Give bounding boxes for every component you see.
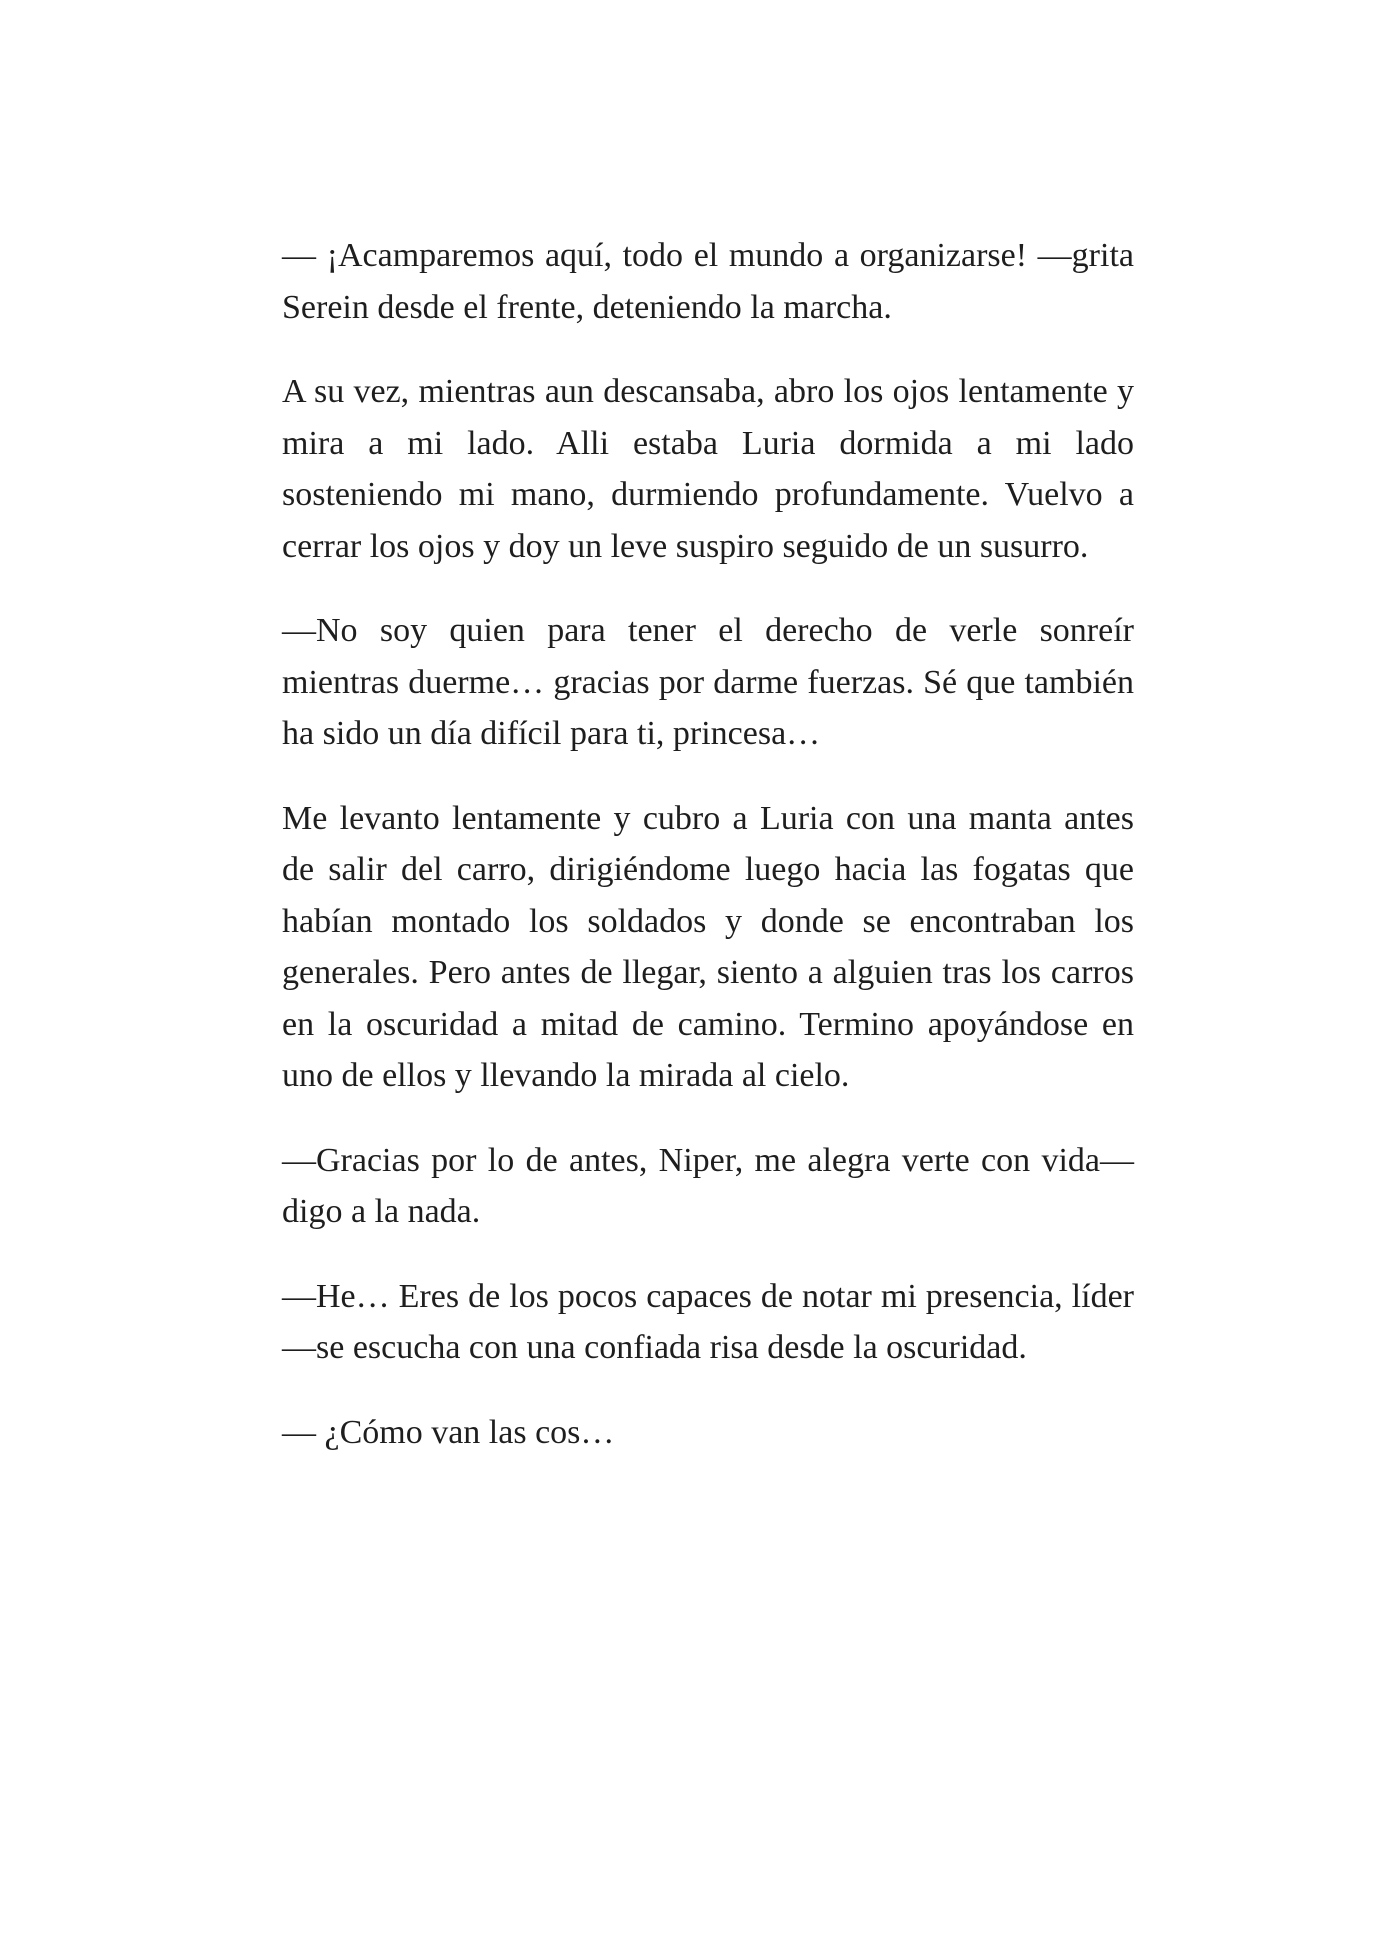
paragraph-5: —Gracias por lo de antes, Niper, me alegra verte con vida—digo a la nada. xyxy=(282,1141,1134,1230)
body-text xyxy=(282,230,1134,1458)
paragraph-1: — ¡Acamparemos aquí, todo el mundo a organizarse! —grita Serein desde el frente, deteniendo la marcha. xyxy=(282,237,1134,326)
paragraph-6: —He… Eres de los pocos capaces de notar mi presencia, líder—se escucha con una confiada risa desde la oscuridad. xyxy=(282,1277,1134,1366)
paragraph-2: A su vez, mientras aun descansaba, abro los ojos lentamente y mira a mi lado. Alli estaba Luria dormida a mi lado sosteniendo mi mano, durmiendo profundamente. Vuelvo a cerrar los ojos y doy un leve suspiro seguido de un susurro. xyxy=(282,373,1134,565)
paragraph-3: —No soy quien para tener el derecho de verle sonreír mientras duerme… gracias por darme fuerzas. Sé que también ha sido un día difícil para ti, princesa… xyxy=(282,612,1134,752)
paragraph-7: — ¿Cómo van las cos… xyxy=(282,1413,615,1451)
paragraph-4: Me levanto lentamente y cubro a Luria con una manta antes de salir del carro, dirigiéndome luego hacia las fogatas que habían montado los soldados y donde se encontraban los generales. Pero antes de llegar, siento a alguien tras los carros en la oscuridad a mitad de camino. Termino apoyándose en uno de ellos y llevando la mirada al cielo. xyxy=(282,799,1134,1094)
